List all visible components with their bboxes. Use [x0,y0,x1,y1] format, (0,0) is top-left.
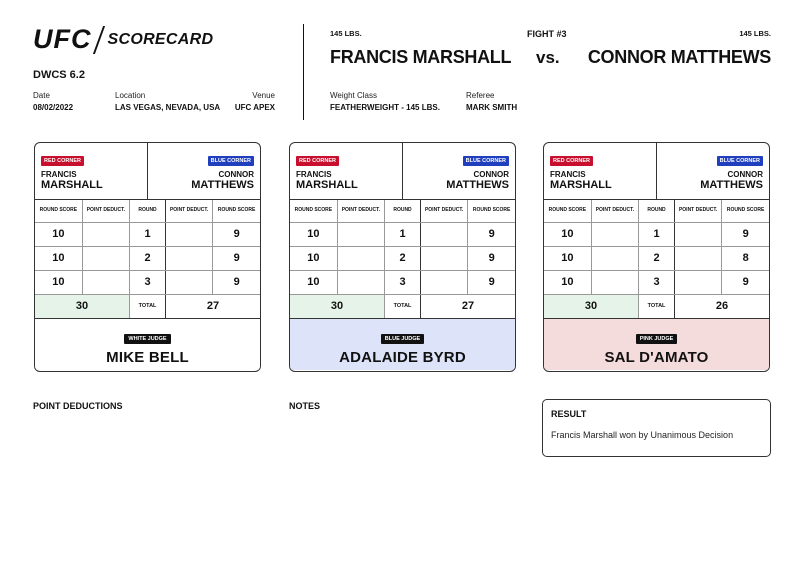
round-number: 3 [639,270,675,294]
blue-fighter-first-name: CONNOR [218,170,254,179]
blue-point-deduction [166,222,213,246]
score-table [544,200,769,319]
round-number: 3 [130,270,166,294]
round-row [35,222,260,246]
red-corner-badge: RED CORNER [296,156,339,166]
corners-header [35,143,260,200]
red-round-score-header: ROUND SCORE [544,200,591,222]
fighter-b-name: CONNOR MATTHEWS [587,47,771,67]
fight-number: FIGHT #3 [527,29,567,39]
red-corner [544,143,657,199]
red-round-score: 10 [544,246,591,270]
blue-total-score: 27 [421,294,516,318]
judge-label: PINK JUDGE [636,334,678,344]
fighter-a-name: FRANCIS MARSHALL [330,47,512,67]
red-round-score: 10 [290,270,337,294]
round-row [544,246,769,270]
blue-fighter-last-name: MATTHEWS [446,179,509,191]
red-point-deduction [591,222,638,246]
corners-header [544,143,769,200]
round-header: ROUND [130,200,166,222]
red-point-deduction [82,222,129,246]
blue-round-score: 9 [213,246,260,270]
judge-panel [290,319,515,370]
corners-header [290,143,515,200]
location-label: Location [115,91,146,100]
round-number: 2 [385,246,421,270]
judge-name: ADALAIDE BYRD [339,348,466,366]
result-title: RESULT [551,409,587,419]
blue-point-deduct-header: POINT DEDUCT. [675,200,722,222]
blue-point-deduction [675,246,722,270]
red-round-score: 10 [290,246,337,270]
red-corner [290,143,403,199]
total-row [544,294,769,318]
judge-name: SAL D'AMATO [604,348,709,366]
round-number: 1 [130,222,166,246]
red-point-deduction [337,270,384,294]
blue-point-deduction [421,222,468,246]
ufc-logo [33,24,213,55]
red-total-score: 30 [544,294,639,318]
blue-fighter-first-name: CONNOR [727,170,763,179]
judge-label: BLUE JUDGE [381,334,424,344]
date-value: 08/02/2022 [33,103,74,112]
referee-label: Referee [466,91,495,100]
red-point-deduction [591,270,638,294]
blue-round-score-header: ROUND SCORE [213,200,260,222]
red-point-deduction [337,246,384,270]
round-row [290,222,515,246]
blue-corner [148,143,260,199]
blue-point-deduction [421,270,468,294]
blue-point-deduction [675,270,722,294]
total-row [35,294,260,318]
score-table [35,200,260,319]
blue-point-deduct-header: POINT DEDUCT. [421,200,468,222]
blue-corner-badge: BLUE CORNER [463,156,509,166]
judge-panel [544,319,769,370]
round-row [290,246,515,270]
fighter-a-weight: 145 LBS. [330,29,362,38]
total-row [290,294,515,318]
blue-round-score: 9 [468,222,515,246]
red-round-score: 10 [544,222,591,246]
round-number: 2 [639,246,675,270]
blue-total-score: 26 [675,294,770,318]
judge-name: MIKE BELL [106,348,189,366]
red-round-score: 10 [35,246,82,270]
red-corner-badge: RED CORNER [550,156,593,166]
blue-point-deduct-header: POINT DEDUCT. [166,200,213,222]
weight-class-value: FEATHERWEIGHT - 145 LBS. [330,103,440,112]
logo-text: UFC [33,24,92,54]
red-round-score-header: ROUND SCORE [35,200,82,222]
blue-point-deduction [166,246,213,270]
round-row [290,270,515,294]
blue-corner [403,143,515,199]
red-fighter-first-name: FRANCIS [550,170,586,179]
blue-round-score: 9 [468,246,515,270]
round-row [544,270,769,294]
blue-point-deduction [421,246,468,270]
referee-value: MARK SMITH [466,103,518,112]
score-table-header [290,200,515,222]
total-label: TOTAL [385,294,421,318]
vs-label: vs. [536,48,560,67]
blue-total-score: 27 [166,294,261,318]
notes-title: NOTES [289,401,321,411]
red-fighter-first-name: FRANCIS [41,170,77,179]
red-point-deduction [337,222,384,246]
red-fighter-last-name: MARSHALL [41,179,103,191]
round-row [35,246,260,270]
logo-divider [92,26,104,54]
red-round-score: 10 [544,270,591,294]
judge-label: WHITE JUDGE [124,334,170,344]
blue-round-score: 9 [722,222,769,246]
round-row [35,270,260,294]
round-header: ROUND [639,200,675,222]
red-round-score-header: ROUND SCORE [290,200,337,222]
judge-scorecard [543,142,770,372]
score-table-header [35,200,260,222]
location-value: LAS VEGAS, NEVADA, USA [115,103,221,112]
red-corner [35,143,148,199]
red-point-deduct-header: POINT DEDUCT. [82,200,129,222]
total-label: TOTAL [130,294,166,318]
blue-round-score: 9 [722,270,769,294]
score-table-header [544,200,769,222]
blue-corner-badge: BLUE CORNER [717,156,763,166]
total-label: TOTAL [639,294,675,318]
date-label: Date [33,91,50,100]
blue-fighter-first-name: CONNOR [473,170,509,179]
round-number: 1 [385,222,421,246]
venue-value: UFC APEX [234,103,275,112]
blue-round-score: 8 [722,246,769,270]
red-corner-badge: RED CORNER [41,156,84,166]
red-round-score: 10 [35,222,82,246]
header-divider [303,24,304,120]
round-number: 3 [385,270,421,294]
judge-scorecard [34,142,261,372]
blue-round-score-header: ROUND SCORE [468,200,515,222]
blue-point-deduction [166,270,213,294]
blue-fighter-last-name: MATTHEWS [191,179,254,191]
blue-round-score: 9 [213,270,260,294]
round-number: 2 [130,246,166,270]
event-name: DWCS 6.2 [33,69,85,81]
fighter-b-weight: 145 LBS. [739,29,771,38]
red-round-score: 10 [290,222,337,246]
blue-round-score: 9 [468,270,515,294]
red-fighter-first-name: FRANCIS [296,170,332,179]
round-row [544,222,769,246]
weight-class-label: Weight Class [330,91,377,100]
round-header: ROUND [385,200,421,222]
red-total-score: 30 [35,294,130,318]
blue-corner-badge: BLUE CORNER [208,156,254,166]
result-text: Francis Marshall won by Unanimous Decision [551,430,734,440]
red-total-score: 30 [290,294,385,318]
blue-round-score-header: ROUND SCORE [722,200,769,222]
red-point-deduct-header: POINT DEDUCT. [591,200,638,222]
red-round-score: 10 [35,270,82,294]
red-fighter-last-name: MARSHALL [550,179,612,191]
round-number: 1 [639,222,675,246]
red-point-deduction [82,246,129,270]
venue-label: Venue [252,91,275,100]
red-fighter-last-name: MARSHALL [296,179,358,191]
judge-panel [35,319,260,370]
blue-round-score: 9 [213,222,260,246]
red-point-deduction [591,246,638,270]
red-point-deduct-header: POINT DEDUCT. [337,200,384,222]
page-title: SCORECARD [107,30,214,48]
red-point-deduction [82,270,129,294]
score-table [290,200,515,319]
blue-corner [657,143,769,199]
judge-scorecard [289,142,516,372]
result-box [542,399,771,457]
blue-fighter-last-name: MATTHEWS [700,179,763,191]
blue-point-deduction [675,222,722,246]
point-deductions-title: POINT DEDUCTIONS [33,401,123,411]
